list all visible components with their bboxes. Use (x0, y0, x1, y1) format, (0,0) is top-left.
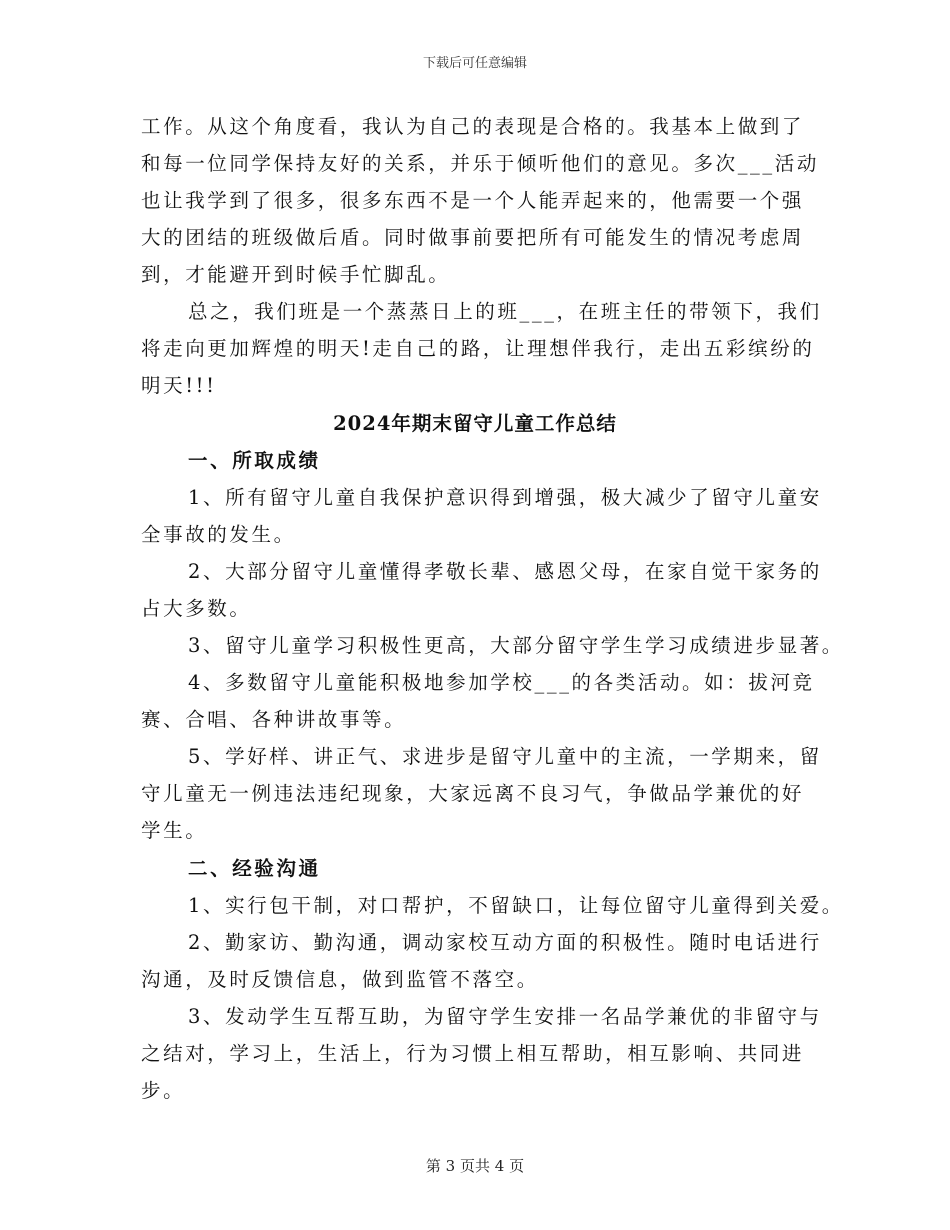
body-line: 1、所有留守儿童自我保护意识得到增强，极大减少了留守儿童安 (188, 486, 822, 509)
body-line: 沟通，及时反馈信息，做到监管不落空。 (141, 968, 539, 991)
section-heading: 二、经验沟通 (188, 857, 321, 880)
section-title: 2024年期末留守儿童工作总结 (333, 412, 617, 435)
body-line: 之结对，学习上，生活上，行为习惯上相互帮助，相互影响、共同进 (141, 1042, 805, 1065)
body-line: 3、留守儿童学习积极性更高，大部分留守学生学习成绩进步显著。 (188, 634, 844, 657)
body-line: 全事故的发生。 (141, 523, 296, 546)
body-line: 步。 (141, 1079, 186, 1102)
body-line: 5、学好样、讲正气、求进步是留守儿童中的主流，一学期来，留 (188, 745, 822, 768)
page-header: 下载后可任意编辑 (422, 56, 527, 71)
body-line: 2、大部分留守儿童懂得孝敬长辈、感恩父母，在家自觉干家务的 (188, 560, 822, 583)
body-line: 和每一位同学保持友好的关系，并乐于倾听他们的意见。多次___活动 (141, 152, 819, 175)
body-line: 大的团结的班级做后盾。同时做事前要把所有可能发生的情况考虑周 (141, 226, 805, 249)
body-line: 工作。从这个角度看，我认为自己的表现是合格的。我基本上做到了 (141, 115, 805, 138)
body-line: 学生。 (141, 819, 208, 842)
body-line: 也让我学到了很多，很多东西不是一个人能弄起来的，他需要一个强 (141, 189, 805, 212)
section-heading: 一、所取成绩 (188, 449, 321, 472)
body-line: 到，才能避开到时候手忙脚乱。 (141, 263, 451, 286)
body-line: 守儿童无一例违法违纪现象，大家远离不良习气，争做品学兼优的好 (141, 782, 805, 805)
body-line: 总之，我们班是一个蒸蒸日上的班___，在班主任的带领下，我们 (188, 300, 822, 323)
body-line: 明天!!! (141, 374, 217, 397)
page-footer: 第 3 页共 4 页 (425, 1157, 525, 1175)
body-line: 将走向更加辉煌的明天!走自己的路，让理想伴我行，走出五彩缤纷的 (141, 337, 815, 360)
body-line: 赛、合唱、各种讲故事等。 (141, 708, 407, 731)
body-line: 1、实行包干制，对口帮护，不留缺口，让每位留守儿童得到关爱。 (188, 894, 844, 917)
body-line: 4、多数留守儿童能积极地参加学校___的各类活动。如：拔河竞 (188, 671, 815, 694)
body-line: 占大多数。 (141, 597, 252, 620)
body-line: 3、发动学生互帮互助，为留守学生安排一名品学兼优的非留守与 (188, 1005, 822, 1028)
body-line: 2、勤家访、勤沟通，调动家校互动方面的积极性。随时电话进行 (188, 931, 822, 954)
